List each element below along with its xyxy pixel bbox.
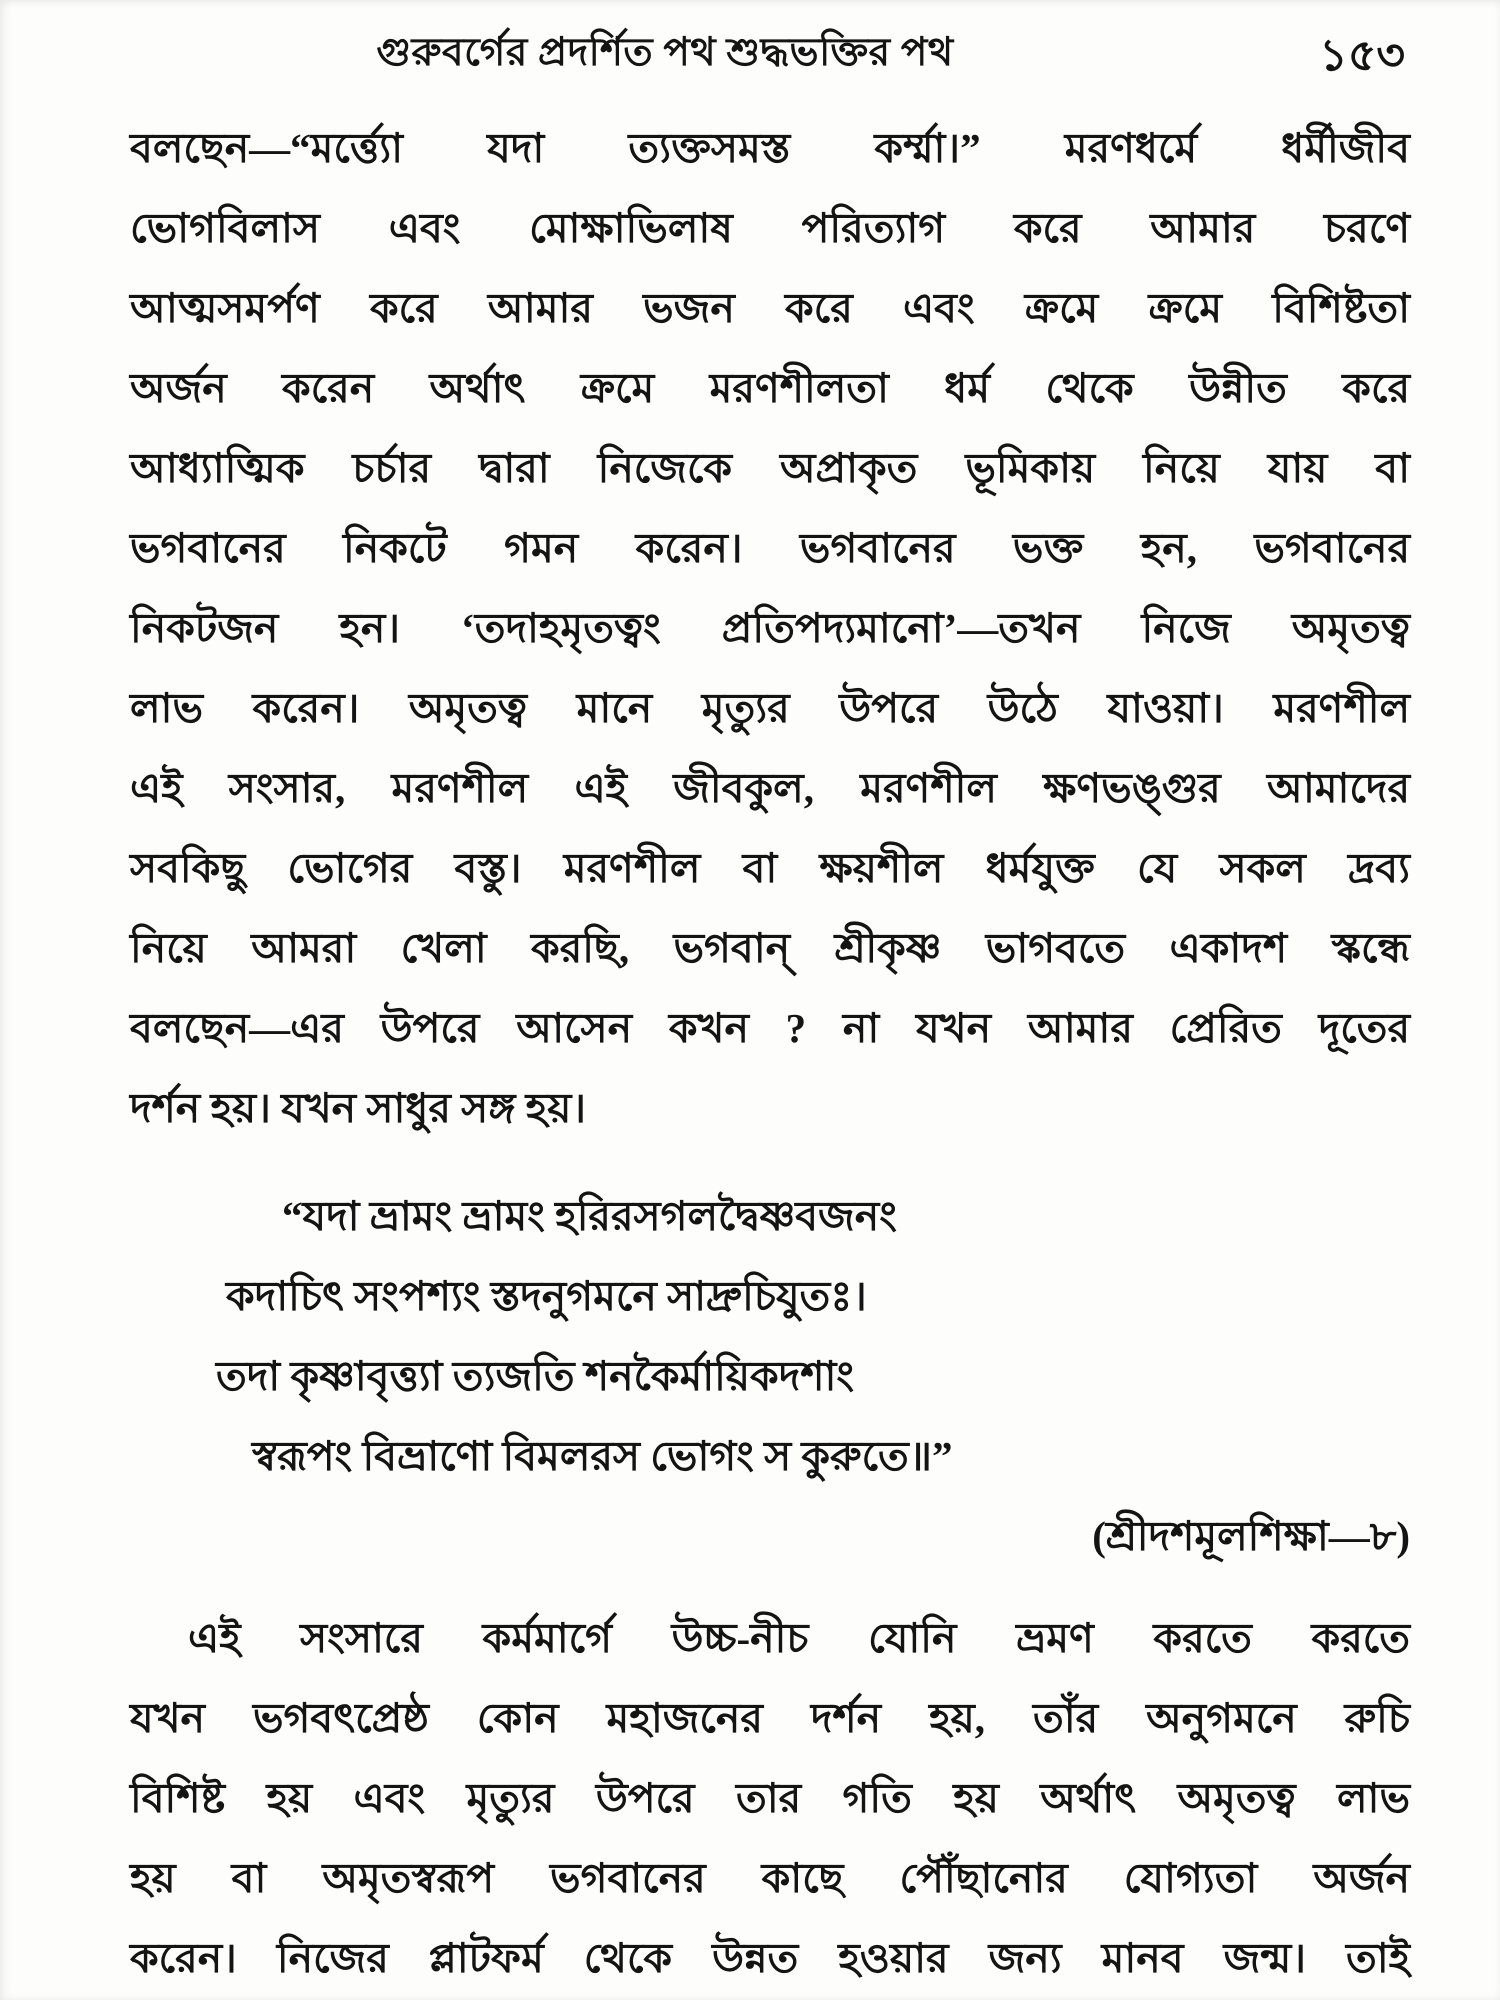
text-line: লাভ করেন। অমৃতত্ব মানে মৃত্যুর উপরে উঠে যাওয়া। মরণশীল — [130, 685, 1410, 731]
verse-attribution: (শ্রীদশমূলশিক্ষা—৮) — [1092, 1513, 1410, 1559]
paragraph-2 — [130, 1598, 1410, 1998]
text-line: বলছেন—“মর্ত্ত্যো যদা ত্যক্তসমস্ত কর্ম্মা।” মরণধর্মে ধর্মীজীব — [130, 125, 1410, 171]
text-line: এই সংসারে কর্মমার্গে উচ্চ-নীচ যোনি ভ্রমণ করতে করতে — [188, 1615, 1410, 1661]
running-title: গুরুবর্গের প্রদর্শিত পথ শুদ্ধভক্তির পথ — [376, 31, 954, 74]
text-line: বিশিষ্ট হয় এবং মৃত্যুর উপরে তার গতি হয় অর্থাৎ অমৃতত্ব লাভ — [130, 1775, 1410, 1821]
text-line: করেন। নিজের প্লাটফর্ম থেকে উন্নত হওয়ার জন্য মানব জন্ম। তাই — [130, 1935, 1410, 1981]
text-line: অর্জন করেন অর্থাৎ ক্রমে মরণশীলতা ধর্ম থেকে উন্নীত করে — [130, 365, 1410, 411]
text-line: আত্মসমর্পণ করে আমার ভজন করে এবং ক্রমে ক্রমে বিশিষ্টতা — [130, 285, 1410, 331]
text-line: বলছেন—এর উপরে আসেন কখন ? না যখন আমার প্রেরিত দূতের — [130, 1005, 1410, 1051]
text-line: নিয়ে আমরা খেলা করছি, ভগবান্ শ্রীকৃষ্ণ ভাগবতে একাদশ স্কন্ধে — [130, 925, 1410, 971]
text-column — [130, 108, 1410, 1998]
verse-line: স্বরূপং বিভ্রাণো বিমলরস ভোগং স কুরুতে॥” — [252, 1433, 953, 1479]
verse-block — [130, 1176, 1410, 1496]
page-header — [0, 22, 1500, 92]
verse-line: কদাচিৎ সংপশ্যং স্তদনুগমনে সাদ্রুচিযুতঃ। — [226, 1273, 867, 1319]
page-number: ১৫৩ — [1319, 31, 1405, 80]
text-line: হয় বা অমৃতস্বরূপ ভগবানের কাছে পৌঁছানোর যোগ্যতা অর্জন — [130, 1855, 1410, 1901]
text-line: এই সংসার, মরণশীল এই জীবকুল, মরণশীল ক্ষণভঙ্গুর আমাদের — [130, 765, 1410, 811]
text-line: ভগবানের নিকটে গমন করেন। ভগবানের ভক্ত হন, ভগবানের — [130, 525, 1410, 571]
text-line: যখন ভগবৎপ্রেষ্ঠ কোন মহাজনের দর্শন হয়, তাঁর অনুগমনে রুচি — [130, 1695, 1410, 1741]
text-line: সবকিছু ভোগের বস্তু। মরণশীল বা ক্ষয়শীল ধর্মযুক্ত যে সকল দ্রব্য — [130, 845, 1410, 891]
paragraph-1 — [130, 108, 1410, 1148]
text-line: ভোগবিলাস এবং মোক্ষাভিলাষ পরিত্যাগ করে আমার চরণে — [130, 205, 1410, 251]
text-line: আধ্যাত্মিক চর্চার দ্বারা নিজেকে অপ্রাকৃত ভূমিকায় নিয়ে যায় বা — [130, 445, 1410, 491]
text-line: নিকটজন হন। ‘তদাহমৃতত্বং প্রতিপদ্যমানো’—তখন নিজে অমৃতত্ব — [130, 605, 1410, 651]
text-line: দর্শন হয়। যখন সাধুর সঙ্গ হয়। — [130, 1085, 587, 1131]
verse-line: “যদা ভ্রামং ভ্রামং হরিরসগলদ্বৈষ্ণবজনং — [282, 1193, 897, 1239]
verse-line: তদা কৃষ্ণাবৃত্ত্যা ত্যজতি শনকৈর্মায়িকদশাং — [216, 1353, 855, 1399]
